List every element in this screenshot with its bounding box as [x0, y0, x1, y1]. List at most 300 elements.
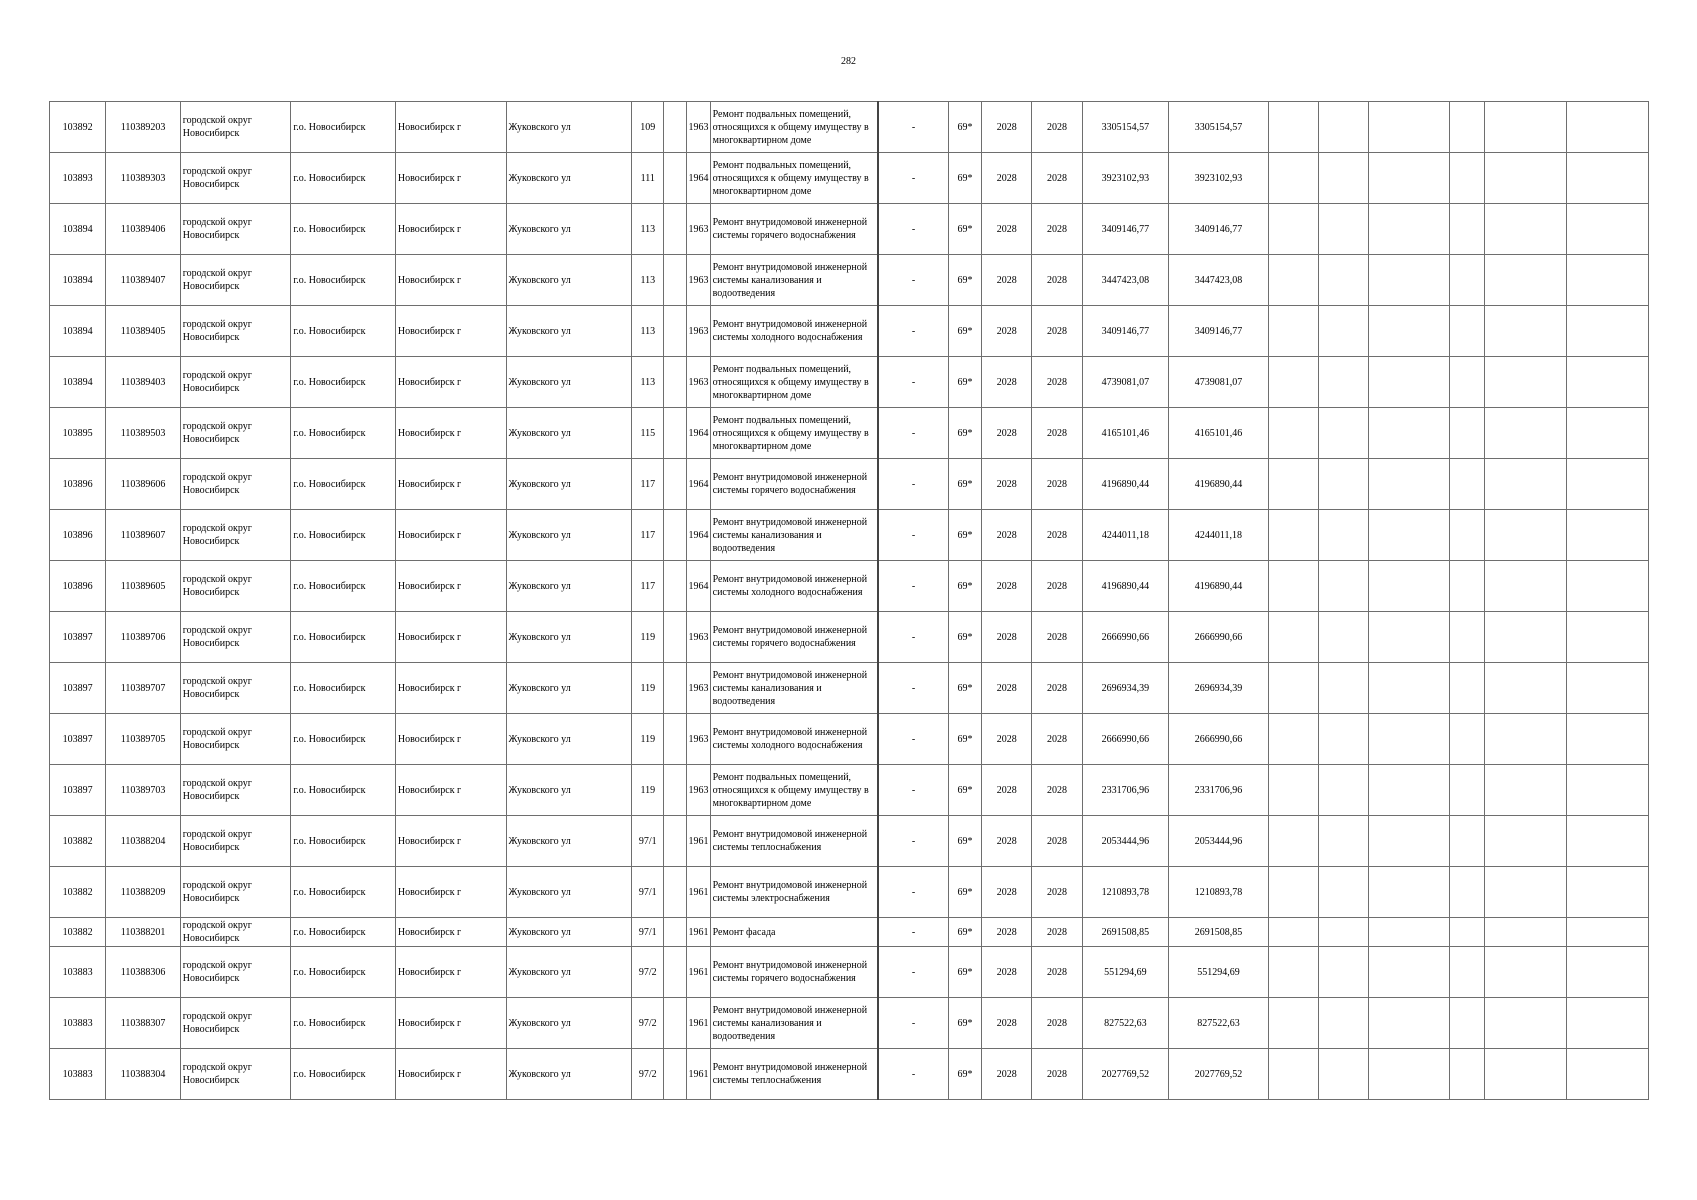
cell-dash: - — [878, 612, 948, 663]
cell-cost: 2666990,66 — [1082, 714, 1168, 765]
cell-empty — [1484, 1049, 1566, 1100]
cell-code: 110388304 — [106, 1049, 180, 1100]
cell-building — [664, 255, 686, 306]
cell-cost: 2027769,52 — [1082, 1049, 1168, 1100]
cell-house: 97/1 — [632, 867, 664, 918]
cell-empty — [1484, 357, 1566, 408]
cell-district: городской округ Новосибирск — [180, 510, 291, 561]
cell-locality: Новосибирск г — [395, 102, 506, 153]
cell-percent: 69* — [948, 998, 981, 1049]
cell-empty — [1319, 765, 1369, 816]
cell-work: Ремонт подвальных помещений, относящихся к общему имуществу в многоквартирном доме — [710, 153, 878, 204]
cell-municipality: г.о. Новосибирск — [291, 561, 396, 612]
cell-empty — [1369, 765, 1449, 816]
cell-empty — [1319, 153, 1369, 204]
cell-code: 110388307 — [106, 998, 180, 1049]
cell-total: 3409146,77 — [1169, 306, 1269, 357]
cell-dash: - — [878, 510, 948, 561]
cell-start-year: 2028 — [982, 1049, 1032, 1100]
cell-cost: 4196890,44 — [1082, 561, 1168, 612]
cell-year: 1961 — [686, 867, 710, 918]
cell-empty — [1268, 663, 1318, 714]
cell-empty — [1484, 714, 1566, 765]
cell-empty — [1369, 612, 1449, 663]
cell-dash: - — [878, 204, 948, 255]
cell-empty — [1567, 408, 1649, 459]
cell-year: 1963 — [686, 204, 710, 255]
cell-code: 110389707 — [106, 663, 180, 714]
table-row — [50, 306, 1649, 357]
cell-empty — [1268, 204, 1318, 255]
cell-percent: 69* — [948, 510, 981, 561]
cell-house: 119 — [632, 765, 664, 816]
cell-work: Ремонт внутридомовой инженерной системы канализования и водоотведения — [710, 510, 878, 561]
cell-house: 117 — [632, 459, 664, 510]
cell-street: Жуковского ул — [506, 306, 632, 357]
cell-building — [664, 306, 686, 357]
cell-work: Ремонт внутридомовой инженерной системы холодного водоснабжения — [710, 306, 878, 357]
cell-street: Жуковского ул — [506, 204, 632, 255]
cell-empty — [1484, 459, 1566, 510]
cell-empty — [1567, 510, 1649, 561]
cell-code: 110389606 — [106, 459, 180, 510]
cell-district: городской округ Новосибирск — [180, 357, 291, 408]
cell-id: 103883 — [50, 1049, 106, 1100]
cell-district: городской округ Новосибирск — [180, 918, 291, 947]
cell-district: городской округ Новосибирск — [180, 102, 291, 153]
cell-empty — [1268, 765, 1318, 816]
table-body — [50, 102, 1649, 1100]
cell-start-year: 2028 — [982, 102, 1032, 153]
cell-building — [664, 663, 686, 714]
cell-empty — [1369, 816, 1449, 867]
cell-year: 1961 — [686, 998, 710, 1049]
cell-street: Жуковского ул — [506, 867, 632, 918]
cell-cost: 2696934,39 — [1082, 663, 1168, 714]
table-row — [50, 714, 1649, 765]
cell-empty — [1268, 918, 1318, 947]
cell-empty — [1319, 998, 1369, 1049]
cell-work: Ремонт внутридомовой инженерной системы холодного водоснабжения — [710, 561, 878, 612]
cell-building — [664, 998, 686, 1049]
cell-code: 110389405 — [106, 306, 180, 357]
cell-total: 827522,63 — [1169, 998, 1269, 1049]
cell-locality: Новосибирск г — [395, 561, 506, 612]
cell-year: 1961 — [686, 1049, 710, 1100]
cell-end-year: 2028 — [1032, 510, 1082, 561]
cell-percent: 69* — [948, 153, 981, 204]
cell-empty — [1484, 867, 1566, 918]
cell-empty — [1319, 714, 1369, 765]
cell-work: Ремонт внутридомовой инженерной системы горячего водоснабжения — [710, 947, 878, 998]
cell-year: 1963 — [686, 306, 710, 357]
cell-empty — [1369, 663, 1449, 714]
cell-end-year: 2028 — [1032, 867, 1082, 918]
cell-building — [664, 765, 686, 816]
cell-district: городской округ Новосибирск — [180, 714, 291, 765]
cell-locality: Новосибирск г — [395, 714, 506, 765]
cell-empty — [1268, 459, 1318, 510]
cell-municipality: г.о. Новосибирск — [291, 612, 396, 663]
cell-empty — [1319, 102, 1369, 153]
cell-locality: Новосибирск г — [395, 998, 506, 1049]
cell-empty — [1268, 947, 1318, 998]
cell-district: городской округ Новосибирск — [180, 408, 291, 459]
cell-district: городской округ Новосибирск — [180, 255, 291, 306]
cell-building — [664, 204, 686, 255]
cell-empty — [1449, 204, 1484, 255]
cell-district: городской округ Новосибирск — [180, 306, 291, 357]
cell-locality: Новосибирск г — [395, 255, 506, 306]
cell-start-year: 2028 — [982, 459, 1032, 510]
cell-start-year: 2028 — [982, 153, 1032, 204]
cell-empty — [1567, 612, 1649, 663]
cell-cost: 3447423,08 — [1082, 255, 1168, 306]
cell-year: 1961 — [686, 816, 710, 867]
cell-dash: - — [878, 1049, 948, 1100]
cell-street: Жуковского ул — [506, 510, 632, 561]
cell-empty — [1369, 153, 1449, 204]
cell-percent: 69* — [948, 765, 981, 816]
cell-empty — [1449, 510, 1484, 561]
table-row — [50, 918, 1649, 947]
cell-id: 103896 — [50, 510, 106, 561]
cell-house: 109 — [632, 102, 664, 153]
cell-street: Жуковского ул — [506, 408, 632, 459]
cell-empty — [1567, 867, 1649, 918]
cell-id: 103897 — [50, 765, 106, 816]
cell-dash: - — [878, 408, 948, 459]
cell-empty — [1319, 408, 1369, 459]
cell-locality: Новосибирск г — [395, 816, 506, 867]
cell-empty — [1369, 459, 1449, 510]
cell-dash: - — [878, 357, 948, 408]
cell-end-year: 2028 — [1032, 612, 1082, 663]
cell-street: Жуковского ул — [506, 255, 632, 306]
cell-house: 97/2 — [632, 1049, 664, 1100]
cell-id: 103882 — [50, 918, 106, 947]
cell-empty — [1449, 306, 1484, 357]
cell-building — [664, 153, 686, 204]
cell-total: 4165101,46 — [1169, 408, 1269, 459]
cell-percent: 69* — [948, 357, 981, 408]
cell-start-year: 2028 — [982, 408, 1032, 459]
cell-code: 110389403 — [106, 357, 180, 408]
cell-district: городской округ Новосибирск — [180, 816, 291, 867]
cell-street: Жуковского ул — [506, 998, 632, 1049]
cell-empty — [1449, 714, 1484, 765]
cell-district: городской округ Новосибирск — [180, 867, 291, 918]
cell-locality: Новосибирск г — [395, 459, 506, 510]
cell-locality: Новосибирск г — [395, 867, 506, 918]
cell-empty — [1484, 663, 1566, 714]
cell-empty — [1268, 357, 1318, 408]
cell-empty — [1449, 816, 1484, 867]
cell-empty — [1484, 510, 1566, 561]
table-row — [50, 998, 1649, 1049]
cell-district: городской округ Новосибирск — [180, 561, 291, 612]
cell-cost: 3305154,57 — [1082, 102, 1168, 153]
cell-empty — [1449, 765, 1484, 816]
cell-total: 4739081,07 — [1169, 357, 1269, 408]
cell-year: 1964 — [686, 459, 710, 510]
table-row — [50, 561, 1649, 612]
cell-end-year: 2028 — [1032, 561, 1082, 612]
cell-start-year: 2028 — [982, 663, 1032, 714]
cell-dash: - — [878, 998, 948, 1049]
cell-percent: 69* — [948, 102, 981, 153]
cell-district: городской округ Новосибирск — [180, 947, 291, 998]
cell-dash: - — [878, 714, 948, 765]
cell-start-year: 2028 — [982, 357, 1032, 408]
cell-house: 113 — [632, 306, 664, 357]
cell-empty — [1449, 918, 1484, 947]
cell-empty — [1319, 510, 1369, 561]
cell-total: 4196890,44 — [1169, 561, 1269, 612]
cell-building — [664, 510, 686, 561]
cell-code: 110389607 — [106, 510, 180, 561]
cell-start-year: 2028 — [982, 306, 1032, 357]
cell-end-year: 2028 — [1032, 765, 1082, 816]
cell-end-year: 2028 — [1032, 714, 1082, 765]
cell-district: городской округ Новосибирск — [180, 153, 291, 204]
table-row — [50, 612, 1649, 663]
cell-empty — [1369, 947, 1449, 998]
cell-building — [664, 102, 686, 153]
cell-work: Ремонт внутридомовой инженерной системы теплоснабжения — [710, 1049, 878, 1100]
cell-house: 119 — [632, 612, 664, 663]
cell-empty — [1319, 204, 1369, 255]
cell-empty — [1449, 663, 1484, 714]
table-row — [50, 816, 1649, 867]
cell-empty — [1268, 153, 1318, 204]
cell-street: Жуковского ул — [506, 947, 632, 998]
cell-empty — [1268, 306, 1318, 357]
cell-empty — [1567, 204, 1649, 255]
cell-empty — [1484, 612, 1566, 663]
cell-house: 97/1 — [632, 816, 664, 867]
cell-cost: 2691508,85 — [1082, 918, 1168, 947]
cell-total: 2027769,52 — [1169, 1049, 1269, 1100]
cell-dash: - — [878, 561, 948, 612]
cell-cost: 551294,69 — [1082, 947, 1168, 998]
table-row — [50, 255, 1649, 306]
cell-start-year: 2028 — [982, 998, 1032, 1049]
cell-municipality: г.о. Новосибирск — [291, 408, 396, 459]
cell-building — [664, 357, 686, 408]
cell-total: 3923102,93 — [1169, 153, 1269, 204]
cell-year: 1964 — [686, 510, 710, 561]
cell-locality: Новосибирск г — [395, 408, 506, 459]
cell-start-year: 2028 — [982, 510, 1032, 561]
cell-street: Жуковского ул — [506, 765, 632, 816]
cell-year: 1963 — [686, 102, 710, 153]
cell-cost: 1210893,78 — [1082, 867, 1168, 918]
cell-municipality: г.о. Новосибирск — [291, 510, 396, 561]
cell-empty — [1484, 816, 1566, 867]
cell-dash: - — [878, 918, 948, 947]
table-row — [50, 1049, 1649, 1100]
cell-total: 2691508,85 — [1169, 918, 1269, 947]
cell-cost: 4739081,07 — [1082, 357, 1168, 408]
cell-work: Ремонт внутридомовой инженерной системы электроснабжения — [710, 867, 878, 918]
cell-building — [664, 816, 686, 867]
cell-dash: - — [878, 306, 948, 357]
cell-municipality: г.о. Новосибирск — [291, 998, 396, 1049]
cell-empty — [1268, 1049, 1318, 1100]
cell-dash: - — [878, 765, 948, 816]
cell-percent: 69* — [948, 306, 981, 357]
cell-empty — [1369, 1049, 1449, 1100]
cell-year: 1963 — [686, 714, 710, 765]
cell-municipality: г.о. Новосибирск — [291, 947, 396, 998]
cell-empty — [1268, 255, 1318, 306]
cell-house: 115 — [632, 408, 664, 459]
cell-empty — [1567, 102, 1649, 153]
cell-empty — [1484, 765, 1566, 816]
cell-total: 4244011,18 — [1169, 510, 1269, 561]
cell-cost: 4165101,46 — [1082, 408, 1168, 459]
cell-empty — [1449, 561, 1484, 612]
cell-empty — [1449, 612, 1484, 663]
cell-empty — [1319, 867, 1369, 918]
cell-dash: - — [878, 255, 948, 306]
cell-work: Ремонт внутридомовой инженерной системы горячего водоснабжения — [710, 612, 878, 663]
cell-id: 103896 — [50, 459, 106, 510]
cell-municipality: г.о. Новосибирск — [291, 663, 396, 714]
cell-empty — [1268, 561, 1318, 612]
cell-start-year: 2028 — [982, 918, 1032, 947]
cell-locality: Новосибирск г — [395, 306, 506, 357]
cell-id: 103897 — [50, 714, 106, 765]
cell-total: 4196890,44 — [1169, 459, 1269, 510]
cell-empty — [1319, 612, 1369, 663]
cell-empty — [1268, 867, 1318, 918]
cell-total: 2053444,96 — [1169, 816, 1269, 867]
cell-empty — [1369, 408, 1449, 459]
cell-end-year: 2028 — [1032, 947, 1082, 998]
cell-municipality: г.о. Новосибирск — [291, 765, 396, 816]
cell-house: 117 — [632, 510, 664, 561]
cell-municipality: г.о. Новосибирск — [291, 357, 396, 408]
cell-empty — [1319, 1049, 1369, 1100]
cell-empty — [1484, 998, 1566, 1049]
cell-empty — [1484, 204, 1566, 255]
cell-empty — [1369, 204, 1449, 255]
cell-id: 103894 — [50, 204, 106, 255]
cell-cost: 2331706,96 — [1082, 765, 1168, 816]
cell-empty — [1567, 459, 1649, 510]
cell-end-year: 2028 — [1032, 102, 1082, 153]
cell-locality: Новосибирск г — [395, 510, 506, 561]
cell-end-year: 2028 — [1032, 153, 1082, 204]
cell-percent: 69* — [948, 561, 981, 612]
cell-locality: Новосибирск г — [395, 1049, 506, 1100]
cell-code: 110388209 — [106, 867, 180, 918]
cell-id: 103894 — [50, 255, 106, 306]
cell-dash: - — [878, 947, 948, 998]
cell-year: 1963 — [686, 255, 710, 306]
cell-percent: 69* — [948, 816, 981, 867]
cell-empty — [1449, 867, 1484, 918]
cell-empty — [1268, 998, 1318, 1049]
cell-end-year: 2028 — [1032, 357, 1082, 408]
cell-street: Жуковского ул — [506, 153, 632, 204]
cell-locality: Новосибирск г — [395, 765, 506, 816]
cell-locality: Новосибирск г — [395, 918, 506, 947]
cell-code: 110388201 — [106, 918, 180, 947]
table-row — [50, 663, 1649, 714]
cell-empty — [1567, 765, 1649, 816]
cell-street: Жуковского ул — [506, 1049, 632, 1100]
cell-empty — [1268, 714, 1318, 765]
cell-empty — [1369, 998, 1449, 1049]
cell-street: Жуковского ул — [506, 612, 632, 663]
cell-percent: 69* — [948, 408, 981, 459]
cell-empty — [1567, 561, 1649, 612]
cell-start-year: 2028 — [982, 947, 1032, 998]
cell-empty — [1319, 306, 1369, 357]
cell-total: 2331706,96 — [1169, 765, 1269, 816]
cell-total: 1210893,78 — [1169, 867, 1269, 918]
cell-end-year: 2028 — [1032, 918, 1082, 947]
cell-municipality: г.о. Новосибирск — [291, 102, 396, 153]
cell-work: Ремонт подвальных помещений, относящихся к общему имуществу в многоквартирном доме — [710, 102, 878, 153]
cell-empty — [1369, 255, 1449, 306]
cell-street: Жуковского ул — [506, 714, 632, 765]
cell-percent: 69* — [948, 663, 981, 714]
cell-percent: 69* — [948, 204, 981, 255]
page-number: 282 — [841, 56, 856, 67]
cell-empty — [1319, 918, 1369, 947]
cell-empty — [1268, 102, 1318, 153]
cell-empty — [1319, 816, 1369, 867]
cell-empty — [1449, 255, 1484, 306]
cell-year: 1963 — [686, 663, 710, 714]
cell-street: Жуковского ул — [506, 102, 632, 153]
cell-house: 119 — [632, 714, 664, 765]
cell-house: 97/1 — [632, 918, 664, 947]
cell-municipality: г.о. Новосибирск — [291, 714, 396, 765]
cell-locality: Новосибирск г — [395, 947, 506, 998]
cell-total: 2696934,39 — [1169, 663, 1269, 714]
cell-code: 110388204 — [106, 816, 180, 867]
cell-year: 1961 — [686, 918, 710, 947]
cell-district: городской округ Новосибирск — [180, 663, 291, 714]
cell-end-year: 2028 — [1032, 255, 1082, 306]
cell-id: 103893 — [50, 153, 106, 204]
cell-dash: - — [878, 663, 948, 714]
cell-code: 110389406 — [106, 204, 180, 255]
cell-empty — [1319, 561, 1369, 612]
cell-empty — [1567, 998, 1649, 1049]
cell-street: Жуковского ул — [506, 357, 632, 408]
cell-locality: Новосибирск г — [395, 612, 506, 663]
cell-total: 3447423,08 — [1169, 255, 1269, 306]
cell-house: 113 — [632, 255, 664, 306]
cell-empty — [1369, 306, 1449, 357]
cell-percent: 69* — [948, 459, 981, 510]
cell-work: Ремонт внутридомовой инженерной системы канализования и водоотведения — [710, 255, 878, 306]
cell-empty — [1484, 153, 1566, 204]
table-row — [50, 867, 1649, 918]
cell-empty — [1369, 102, 1449, 153]
cell-code: 110389303 — [106, 153, 180, 204]
cell-id: 103897 — [50, 663, 106, 714]
cell-municipality: г.о. Новосибирск — [291, 816, 396, 867]
cell-total: 2666990,66 — [1169, 714, 1269, 765]
cell-house: 117 — [632, 561, 664, 612]
